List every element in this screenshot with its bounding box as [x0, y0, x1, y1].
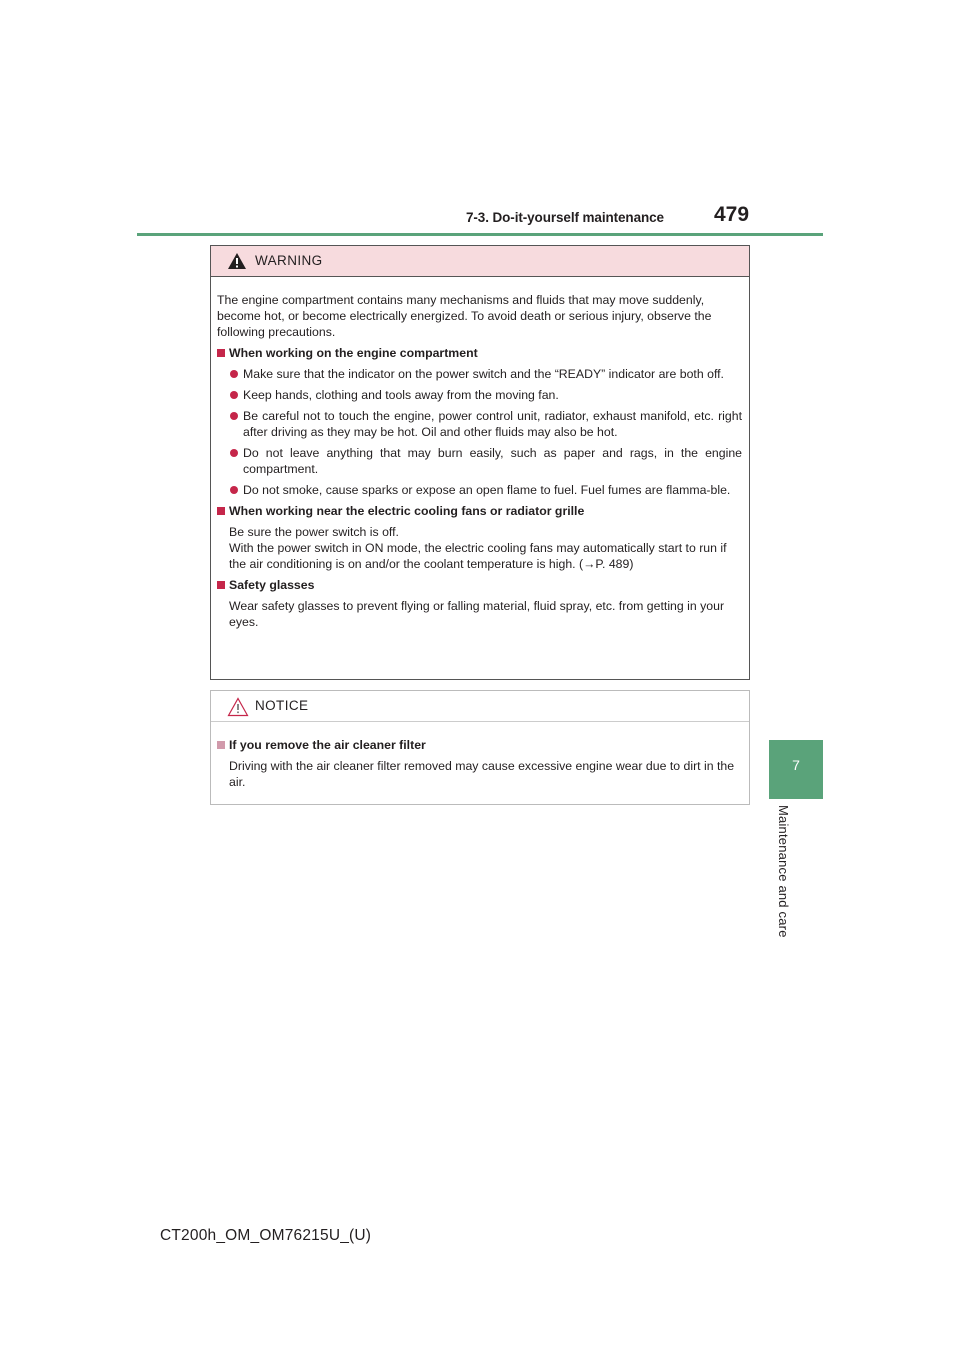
list-item-text: Keep hands, clothing and tools away from the moving fan.	[243, 388, 559, 402]
section-heading	[217, 345, 742, 361]
warning-triangle-icon	[227, 252, 247, 274]
notice-header	[211, 691, 749, 722]
page-number: 479	[714, 203, 750, 226]
list-item-text: Do not leave anything that may burn easily, such as paper and rags, in the engine compartment.	[243, 446, 742, 476]
list-item	[217, 387, 742, 403]
square-bullet-icon	[217, 349, 225, 357]
notice-label: NOTICE	[255, 698, 309, 713]
section-title: 7-3. Do-it-yourself maintenance	[466, 210, 664, 225]
square-bullet-icon	[217, 581, 225, 589]
paragraph: Driving with the air cleaner filter removed may cause excessive engine wear due to dirt in the air.	[229, 759, 735, 789]
warning-label: WARNING	[255, 253, 323, 268]
round-bullet-icon	[230, 412, 238, 420]
list-item-text: Be careful not to touch the engine, power control unit, radiator, exhaust manifold, etc. right after driving as they may be hot. Oil and other fluids may also be hot.	[243, 409, 742, 439]
warning-intro: The engine compartment contains many mechanisms and fluids that may move suddenly, become hot, or become electrically energized. To avoid death or serious injury, observe the following precautions.	[217, 293, 712, 339]
chapter-tab	[769, 740, 823, 799]
section-heading-text: Safety glasses	[229, 578, 315, 592]
manual-code: CT200h_OM_OM76215U_(U)	[160, 1227, 372, 1244]
section-heading	[217, 737, 742, 753]
list-item	[217, 366, 742, 382]
round-bullet-icon	[230, 486, 238, 494]
list-item-text: Make sure that the indicator on the power switch and the “READY” indicator are both off.	[243, 367, 724, 381]
list-item	[217, 408, 742, 440]
section-heading-text: If you remove the air cleaner filter	[229, 738, 426, 752]
header-rule	[137, 233, 823, 236]
warning-header	[211, 246, 749, 277]
round-bullet-icon	[230, 391, 238, 399]
square-bullet-icon	[217, 507, 225, 515]
list-item	[217, 482, 742, 498]
chapter-number: 7	[792, 757, 800, 773]
section-heading-text: When working on the engine compartment	[229, 346, 478, 360]
notice-box	[210, 690, 750, 805]
section-heading-text: When working near the electric cooling fans or radiator grille	[229, 504, 585, 518]
paragraph: Wear safety glasses to prevent flying or falling material, fluid spray, etc. from getting in your eyes.	[229, 599, 725, 629]
list-item-text: Do not smoke, cause sparks or expose an open flame to fuel. Fuel fumes are flamma-ble.	[243, 483, 731, 497]
section-heading	[217, 503, 742, 519]
square-bullet-icon	[217, 741, 225, 749]
chapter-label: Maintenance and care	[776, 805, 791, 938]
list-item	[217, 445, 742, 477]
round-bullet-icon	[230, 449, 238, 457]
section-heading	[217, 577, 742, 593]
round-bullet-icon	[230, 370, 238, 378]
paragraph: With the power switch in ON mode, the electric cooling fans may automatically start to run if the air conditioning is on and/or the coolant temperature is high. (→P. 489)	[229, 541, 727, 571]
warning-box	[210, 245, 750, 680]
paragraph: Be sure the power switch is off.	[229, 525, 399, 539]
caution-triangle-outline-icon	[227, 697, 249, 721]
